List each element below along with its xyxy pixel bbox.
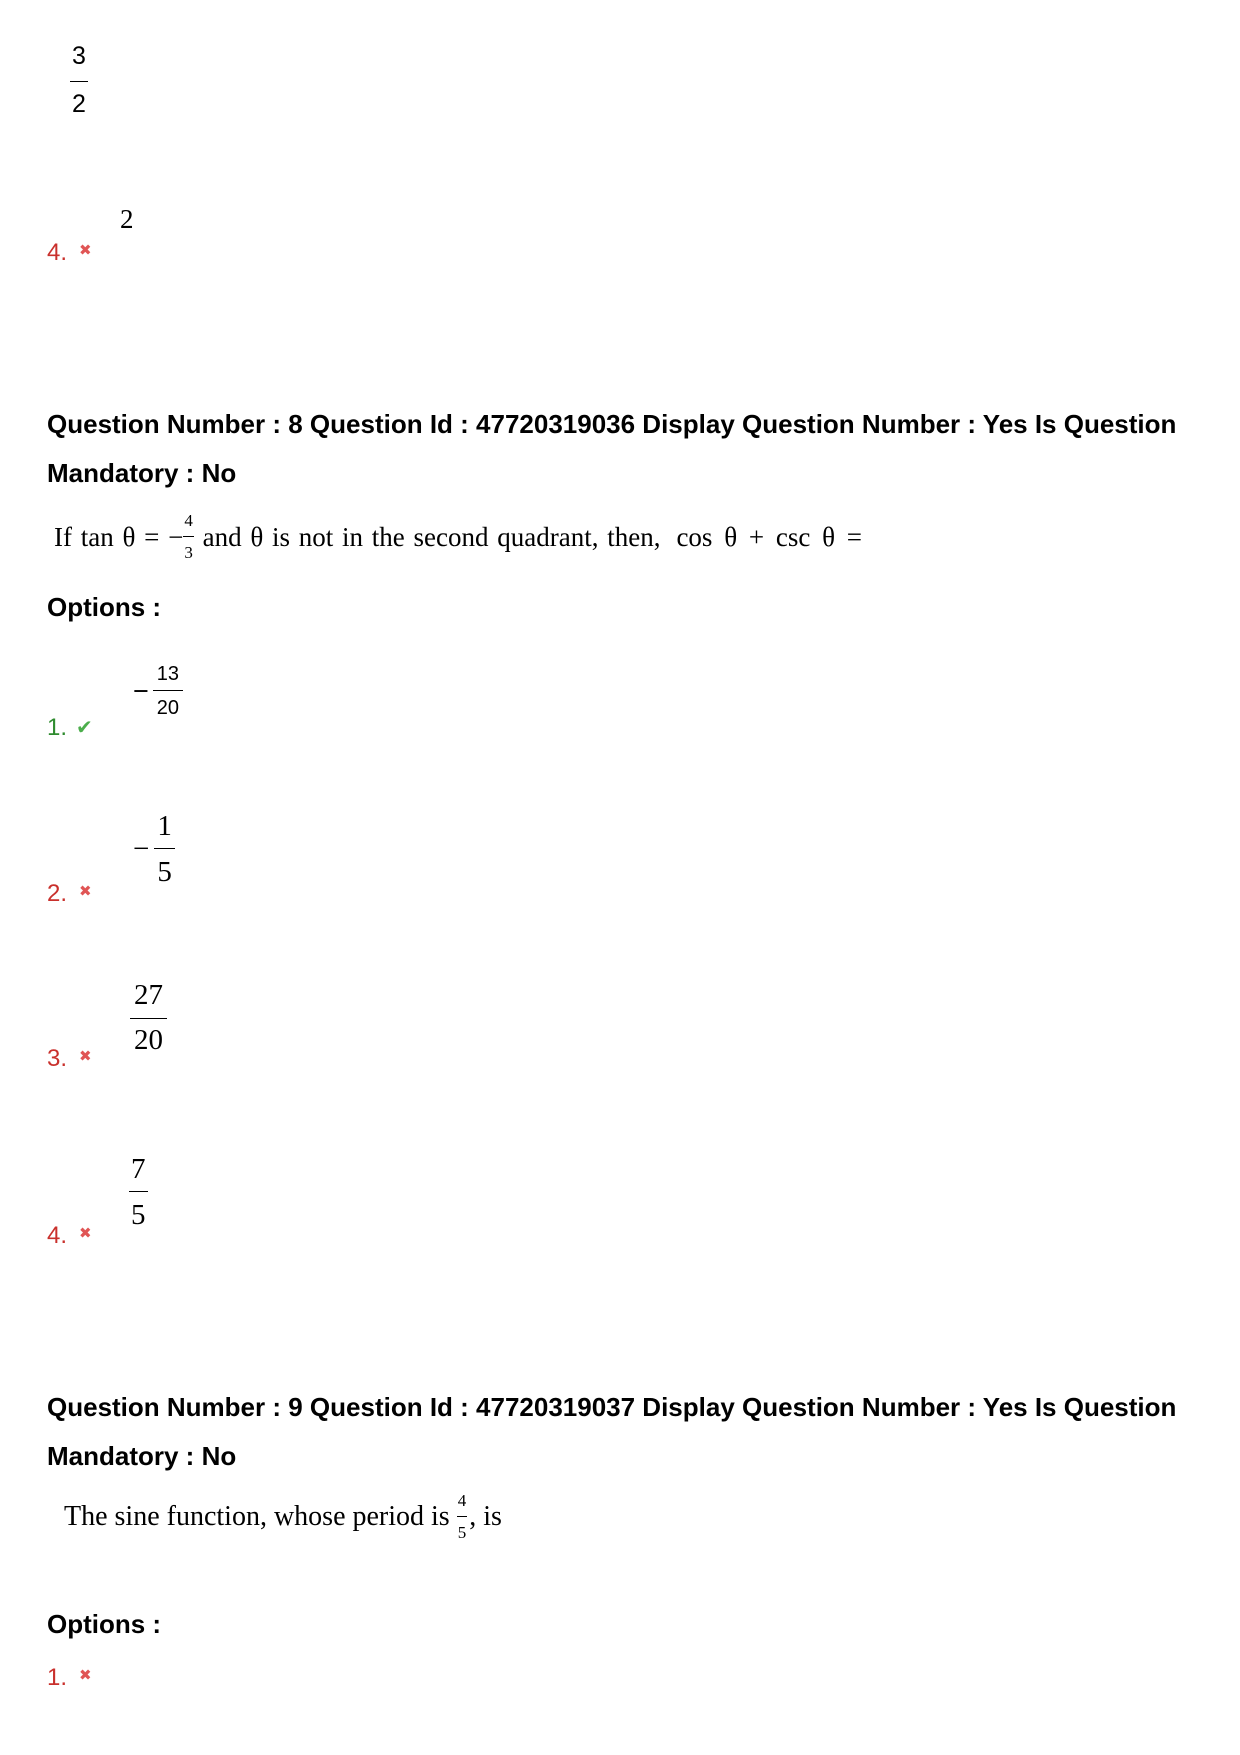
- options-heading: Options :: [47, 1609, 162, 1639]
- option-value: [133, 811, 175, 887]
- cross-icon: [79, 1041, 92, 1071]
- question-header: Question Number : 9 Question Id : 47720319037 Display Question Number : Yes Is Question Mandatory : No: [47, 1392, 1177, 1471]
- fraction-denominator: 5: [457, 1523, 467, 1542]
- cross-icon: [79, 235, 92, 265]
- fraction-numerator: 4: [183, 512, 194, 537]
- continued-option-fraction: [70, 42, 88, 118]
- minus-sign: −: [133, 675, 149, 706]
- options-heading: Options :: [47, 592, 162, 622]
- cross-icon: [79, 876, 92, 906]
- option-fraction: [154, 811, 175, 887]
- option-number: 4.: [47, 239, 68, 266]
- option-number: 3.: [47, 1045, 68, 1072]
- stem-expression: cos θ + csc θ =: [676, 521, 862, 552]
- option-number: 4.: [47, 1222, 68, 1249]
- option-number: 2.: [47, 880, 68, 907]
- question-stem: [54, 512, 862, 562]
- option-label: [47, 238, 92, 268]
- fraction-numerator: 27: [130, 980, 167, 1019]
- check-icon: [76, 712, 93, 742]
- fraction-numerator: 13: [153, 663, 183, 691]
- fraction-numerator: 1: [154, 811, 175, 849]
- option-number: 1.: [47, 714, 68, 741]
- fraction-denominator: 5: [131, 1199, 146, 1231]
- option-fraction: [129, 1154, 148, 1230]
- fraction-denominator: 2: [72, 90, 86, 118]
- fraction-numerator: 7: [129, 1154, 148, 1192]
- question-stem: [64, 1492, 502, 1542]
- stem-fraction: [457, 1492, 468, 1542]
- option-fraction: [153, 663, 183, 719]
- stem-text: If tan θ = −: [54, 521, 184, 552]
- fraction-numerator: 3: [70, 42, 88, 82]
- cross-icon: [79, 1660, 92, 1690]
- fraction-denominator: 5: [157, 856, 172, 888]
- option-label: [47, 1221, 92, 1251]
- option-value: [133, 663, 183, 719]
- stem-text: , is: [469, 1501, 502, 1532]
- minus-sign: −: [133, 832, 150, 865]
- option-value: [129, 1154, 148, 1230]
- stem-text: and θ is not in the second quadrant, then,: [193, 521, 661, 552]
- fraction-denominator: 3: [184, 543, 193, 562]
- option-label: [47, 713, 93, 743]
- stem-text: The sine function, whose period is: [64, 1501, 457, 1532]
- option-label: [47, 1044, 92, 1074]
- fraction-denominator: 20: [156, 697, 180, 719]
- option-label: [47, 879, 92, 909]
- question-header: Question Number : 8 Question Id : 47720319036 Display Question Number : Yes Is Question Mandatory : No: [47, 409, 1177, 488]
- stem-fraction: [183, 512, 194, 562]
- cross-icon: [79, 1218, 92, 1248]
- option-number: 1.: [47, 1664, 68, 1691]
- option-value: [130, 980, 167, 1055]
- option-label: [47, 1663, 92, 1693]
- option-fraction: [130, 980, 167, 1055]
- fraction-numerator: 4: [457, 1492, 468, 1517]
- fraction-denominator: 20: [134, 1024, 163, 1056]
- option-value: 2: [120, 204, 134, 234]
